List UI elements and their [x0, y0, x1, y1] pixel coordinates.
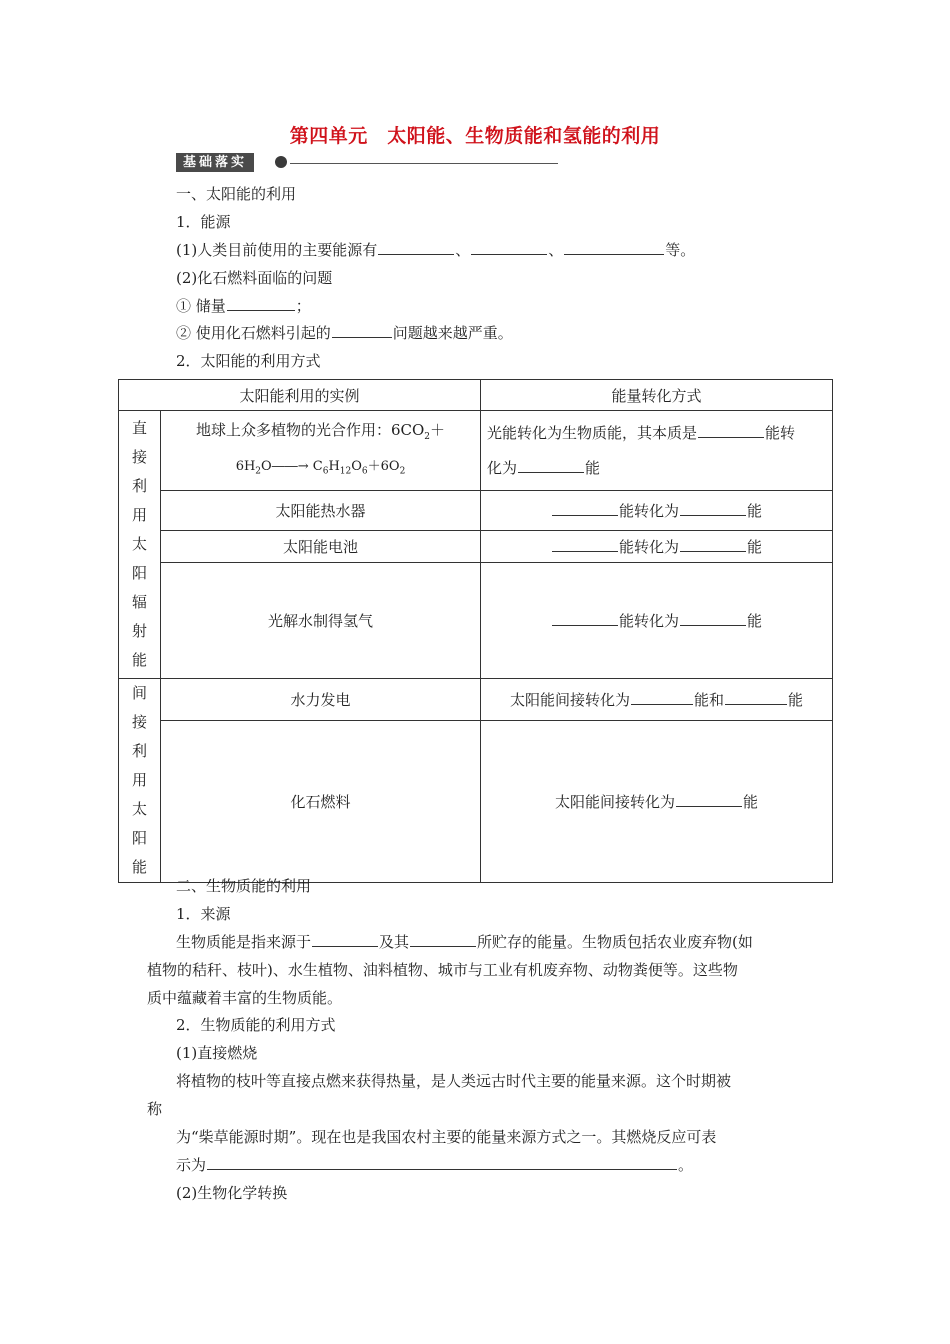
- hydropower-conversion: 太阳能间接转化为 能和 能: [481, 679, 833, 721]
- energy-sources-line: (1)人类目前使用的主要能源有 、 、 等。: [176, 241, 696, 259]
- reaction-arrow-icon: ――→: [271, 458, 309, 474]
- blank-field: [227, 296, 295, 311]
- blank-field: [680, 501, 746, 516]
- burning-paragraph-line-3: 为“柴草能源时期”。现在也是我国农村主要的能量来源方式之一。其燃烧反应可表: [176, 1128, 717, 1146]
- pollution-line: ② 使用化石燃料引起的 问题越来越严重。: [176, 324, 513, 342]
- blank-field: [332, 323, 392, 338]
- solar-battery-cell: 太阳能电池: [161, 531, 481, 563]
- blank-field: [698, 423, 764, 438]
- source-paragraph-line-3: 质中蕴藏着丰富的生物质能。: [147, 989, 343, 1007]
- hydropower-cell: 水力发电: [161, 679, 481, 721]
- reserves-line: ① 储量 ；: [176, 297, 311, 315]
- blank-field: [552, 501, 618, 516]
- table-header-examples: 太阳能利用的实例: [119, 380, 481, 411]
- blank-field: [552, 537, 618, 552]
- badge-divider: [290, 163, 558, 164]
- fossil-problems-heading: (2)化石燃料面临的问题: [176, 269, 333, 287]
- source-paragraph-line-1: 生物质能是指来源于 及其 所贮存的能量。生物质包括农业废弃物(如: [176, 933, 753, 951]
- blank-field: [312, 932, 378, 947]
- solar-usage-table: [118, 379, 833, 883]
- blank-field: [680, 611, 746, 626]
- blank-field: [552, 611, 618, 626]
- section-2-heading: 二、生物质能的利用: [176, 877, 312, 895]
- water-photolysis-conversion: 能转化为 能: [481, 563, 833, 679]
- blank-field: [471, 240, 547, 255]
- direct-burning-heading: (1)直接燃烧: [176, 1044, 258, 1062]
- blank-field: [676, 792, 742, 807]
- direct-use-label: 直 接 利 用 太 阳 辐 射 能: [119, 411, 161, 679]
- blank-field: [725, 690, 787, 705]
- biochemical-heading: (2)生物化学转换: [176, 1184, 288, 1202]
- badge-dot-icon: [275, 156, 287, 168]
- blank-field: [518, 458, 584, 473]
- photosynthesis-conversion: 光能转化为生物质能，其本质是 能转 化为 能: [481, 411, 833, 491]
- reaction-line: 示为 。: [176, 1156, 694, 1174]
- section-1-heading: 一、太阳能的利用: [176, 185, 297, 203]
- photosynthesis-cell: 地球上众多植物的光合作用：$6CO_2+$ $6H_2O――\to C_6H_{12}O_6+6O_2$: [161, 411, 481, 491]
- solar-heater-conversion: 能转化为 能: [481, 491, 833, 531]
- table-header-conversion: 能量转化方式: [481, 380, 833, 411]
- source-paragraph-line-2: 植物的秸秆、枝叶)、水生植物、油料植物、城市与工业有机废弃物、动物粪便等。这些物: [147, 961, 738, 979]
- page-title: 第四单元 太阳能、生物质能和氢能的利用: [289, 125, 661, 147]
- blank-field: [207, 1155, 677, 1170]
- fossil-fuel-conversion: 太阳能间接转化为 能: [481, 720, 833, 882]
- blank-field: [410, 932, 476, 947]
- usage-heading: 2．生物质能的利用方式: [176, 1016, 336, 1034]
- blank-field: [564, 240, 664, 255]
- blank-field: [680, 537, 746, 552]
- indirect-use-label: 间 接 利 用 太 阳 能: [119, 679, 161, 883]
- blank-field: [378, 240, 454, 255]
- section-badge: 基础落实: [176, 153, 254, 172]
- burning-paragraph-line-1: 将植物的枝叶等直接点燃来获得热量，是人类远古时代主要的能量来源。这个时期被: [176, 1072, 732, 1090]
- burning-paragraph-line-2: 称: [147, 1100, 163, 1118]
- source-heading: 1．来源: [176, 905, 231, 923]
- item-1-heading: 1．能源: [176, 213, 231, 231]
- item-2-heading: 2．太阳能的利用方式: [176, 352, 321, 370]
- blank-field: [631, 690, 693, 705]
- fossil-fuel-cell: 化石燃料: [161, 720, 481, 882]
- solar-heater-cell: 太阳能热水器: [161, 491, 481, 531]
- water-photolysis-cell: 光解水制得氢气: [161, 563, 481, 679]
- solar-battery-conversion: 能转化为 能: [481, 531, 833, 563]
